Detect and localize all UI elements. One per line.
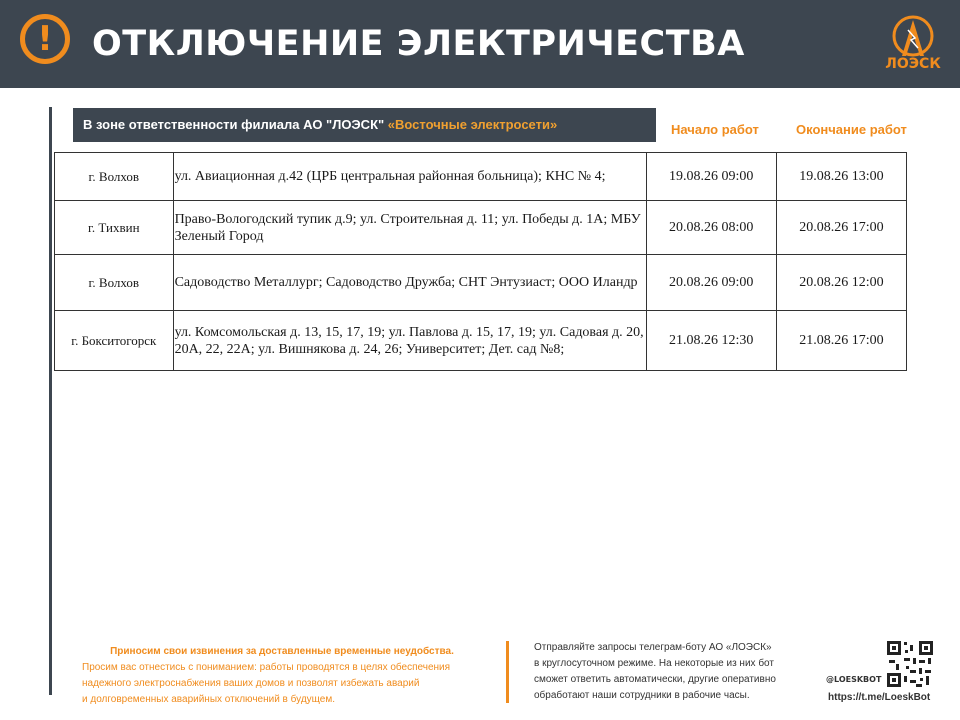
lightning-icon bbox=[882, 14, 944, 58]
company-logo bbox=[882, 14, 944, 76]
bot-line: обработают наши сотрудники в рабочие часы. bbox=[534, 690, 750, 701]
table-row bbox=[55, 255, 907, 311]
address-cell: ул. Комсомольская д. 13, 15, 17, 19; ул. Павлова д. 15, 17, 19; ул. Садовая д. 20, 20А, 22, 22А; ул. Вишнякова д. 24, 26; Университет; Дет. сад №8; bbox=[173, 311, 646, 371]
table-row bbox=[55, 153, 907, 201]
zone-banner bbox=[73, 108, 656, 142]
apology-note bbox=[82, 644, 492, 708]
city-cell: г. Бокситогорск bbox=[55, 311, 174, 371]
outage-table bbox=[54, 152, 907, 371]
bot-note bbox=[534, 640, 814, 704]
qr-code-icon[interactable] bbox=[886, 640, 934, 688]
address-cell: Право-Вологодский тупик д.9; ул. Строительная д. 11; ул. Победы д. 1А; МБУ Зеленый Город bbox=[173, 201, 646, 255]
start-time-cell: 20.08.26 09:00 bbox=[646, 255, 776, 311]
bot-line: сможет ответить автоматически, другие оперативно bbox=[534, 674, 776, 685]
left-divider bbox=[49, 107, 52, 695]
page-title: ОТКЛЮЧЕНИЕ ЭЛЕКТРИЧЕСТВА bbox=[92, 24, 745, 64]
zone-branch: «Восточные электросети» bbox=[387, 117, 558, 132]
apology-heading: Приносим свои извинения за доставленные временные неудобства. bbox=[110, 646, 454, 657]
table-row bbox=[55, 311, 907, 371]
logo-text: ЛОЭСК bbox=[885, 56, 941, 72]
table-row bbox=[55, 201, 907, 255]
page-header bbox=[0, 0, 960, 88]
address-cell: ул. Авиационная д.42 (ЦРБ центральная районная больница); КНС № 4; bbox=[173, 153, 646, 201]
bot-link[interactable]: https://t.me/LoeskBot bbox=[828, 692, 931, 703]
column-header-start: Начало работ bbox=[671, 122, 759, 137]
start-time-cell: 21.08.26 12:30 bbox=[646, 311, 776, 371]
end-time-cell: 20.08.26 12:00 bbox=[776, 255, 906, 311]
apology-line: и долговременных аварийных отключений в будущем. bbox=[82, 694, 335, 705]
start-time-cell: 19.08.26 09:00 bbox=[646, 153, 776, 201]
end-time-cell: 21.08.26 17:00 bbox=[776, 311, 906, 371]
bot-line: в круглосуточном режиме. На некоторые из них бот bbox=[534, 658, 774, 669]
column-header-end: Окончание работ bbox=[796, 122, 907, 137]
city-cell: г. Волхов bbox=[55, 153, 174, 201]
city-cell: г. Тихвин bbox=[55, 201, 174, 255]
apology-line: Просим вас отнестись с пониманием: работы проводятся в целях обеспечения bbox=[82, 662, 451, 673]
end-time-cell: 20.08.26 17:00 bbox=[776, 201, 906, 255]
end-time-cell: 19.08.26 13:00 bbox=[776, 153, 906, 201]
apology-line: надежного электроснабжения ваших домов и позволят избежать аварий bbox=[82, 678, 420, 689]
bot-line: Отправляйте запросы телеграм-боту АО «ЛОЭСК» bbox=[534, 642, 772, 653]
address-cell: Садоводство Металлург; Садоводство Дружба; СНТ Энтузиаст; ООО Иландр bbox=[173, 255, 646, 311]
start-time-cell: 20.08.26 08:00 bbox=[646, 201, 776, 255]
alert-icon: ! bbox=[20, 14, 70, 64]
city-cell: г. Волхов bbox=[55, 255, 174, 311]
bot-handle: @LOESKBOT bbox=[826, 675, 882, 684]
zone-prefix: В зоне ответственности филиала АО "ЛОЭСК" bbox=[83, 117, 385, 132]
footer-divider bbox=[506, 641, 509, 703]
